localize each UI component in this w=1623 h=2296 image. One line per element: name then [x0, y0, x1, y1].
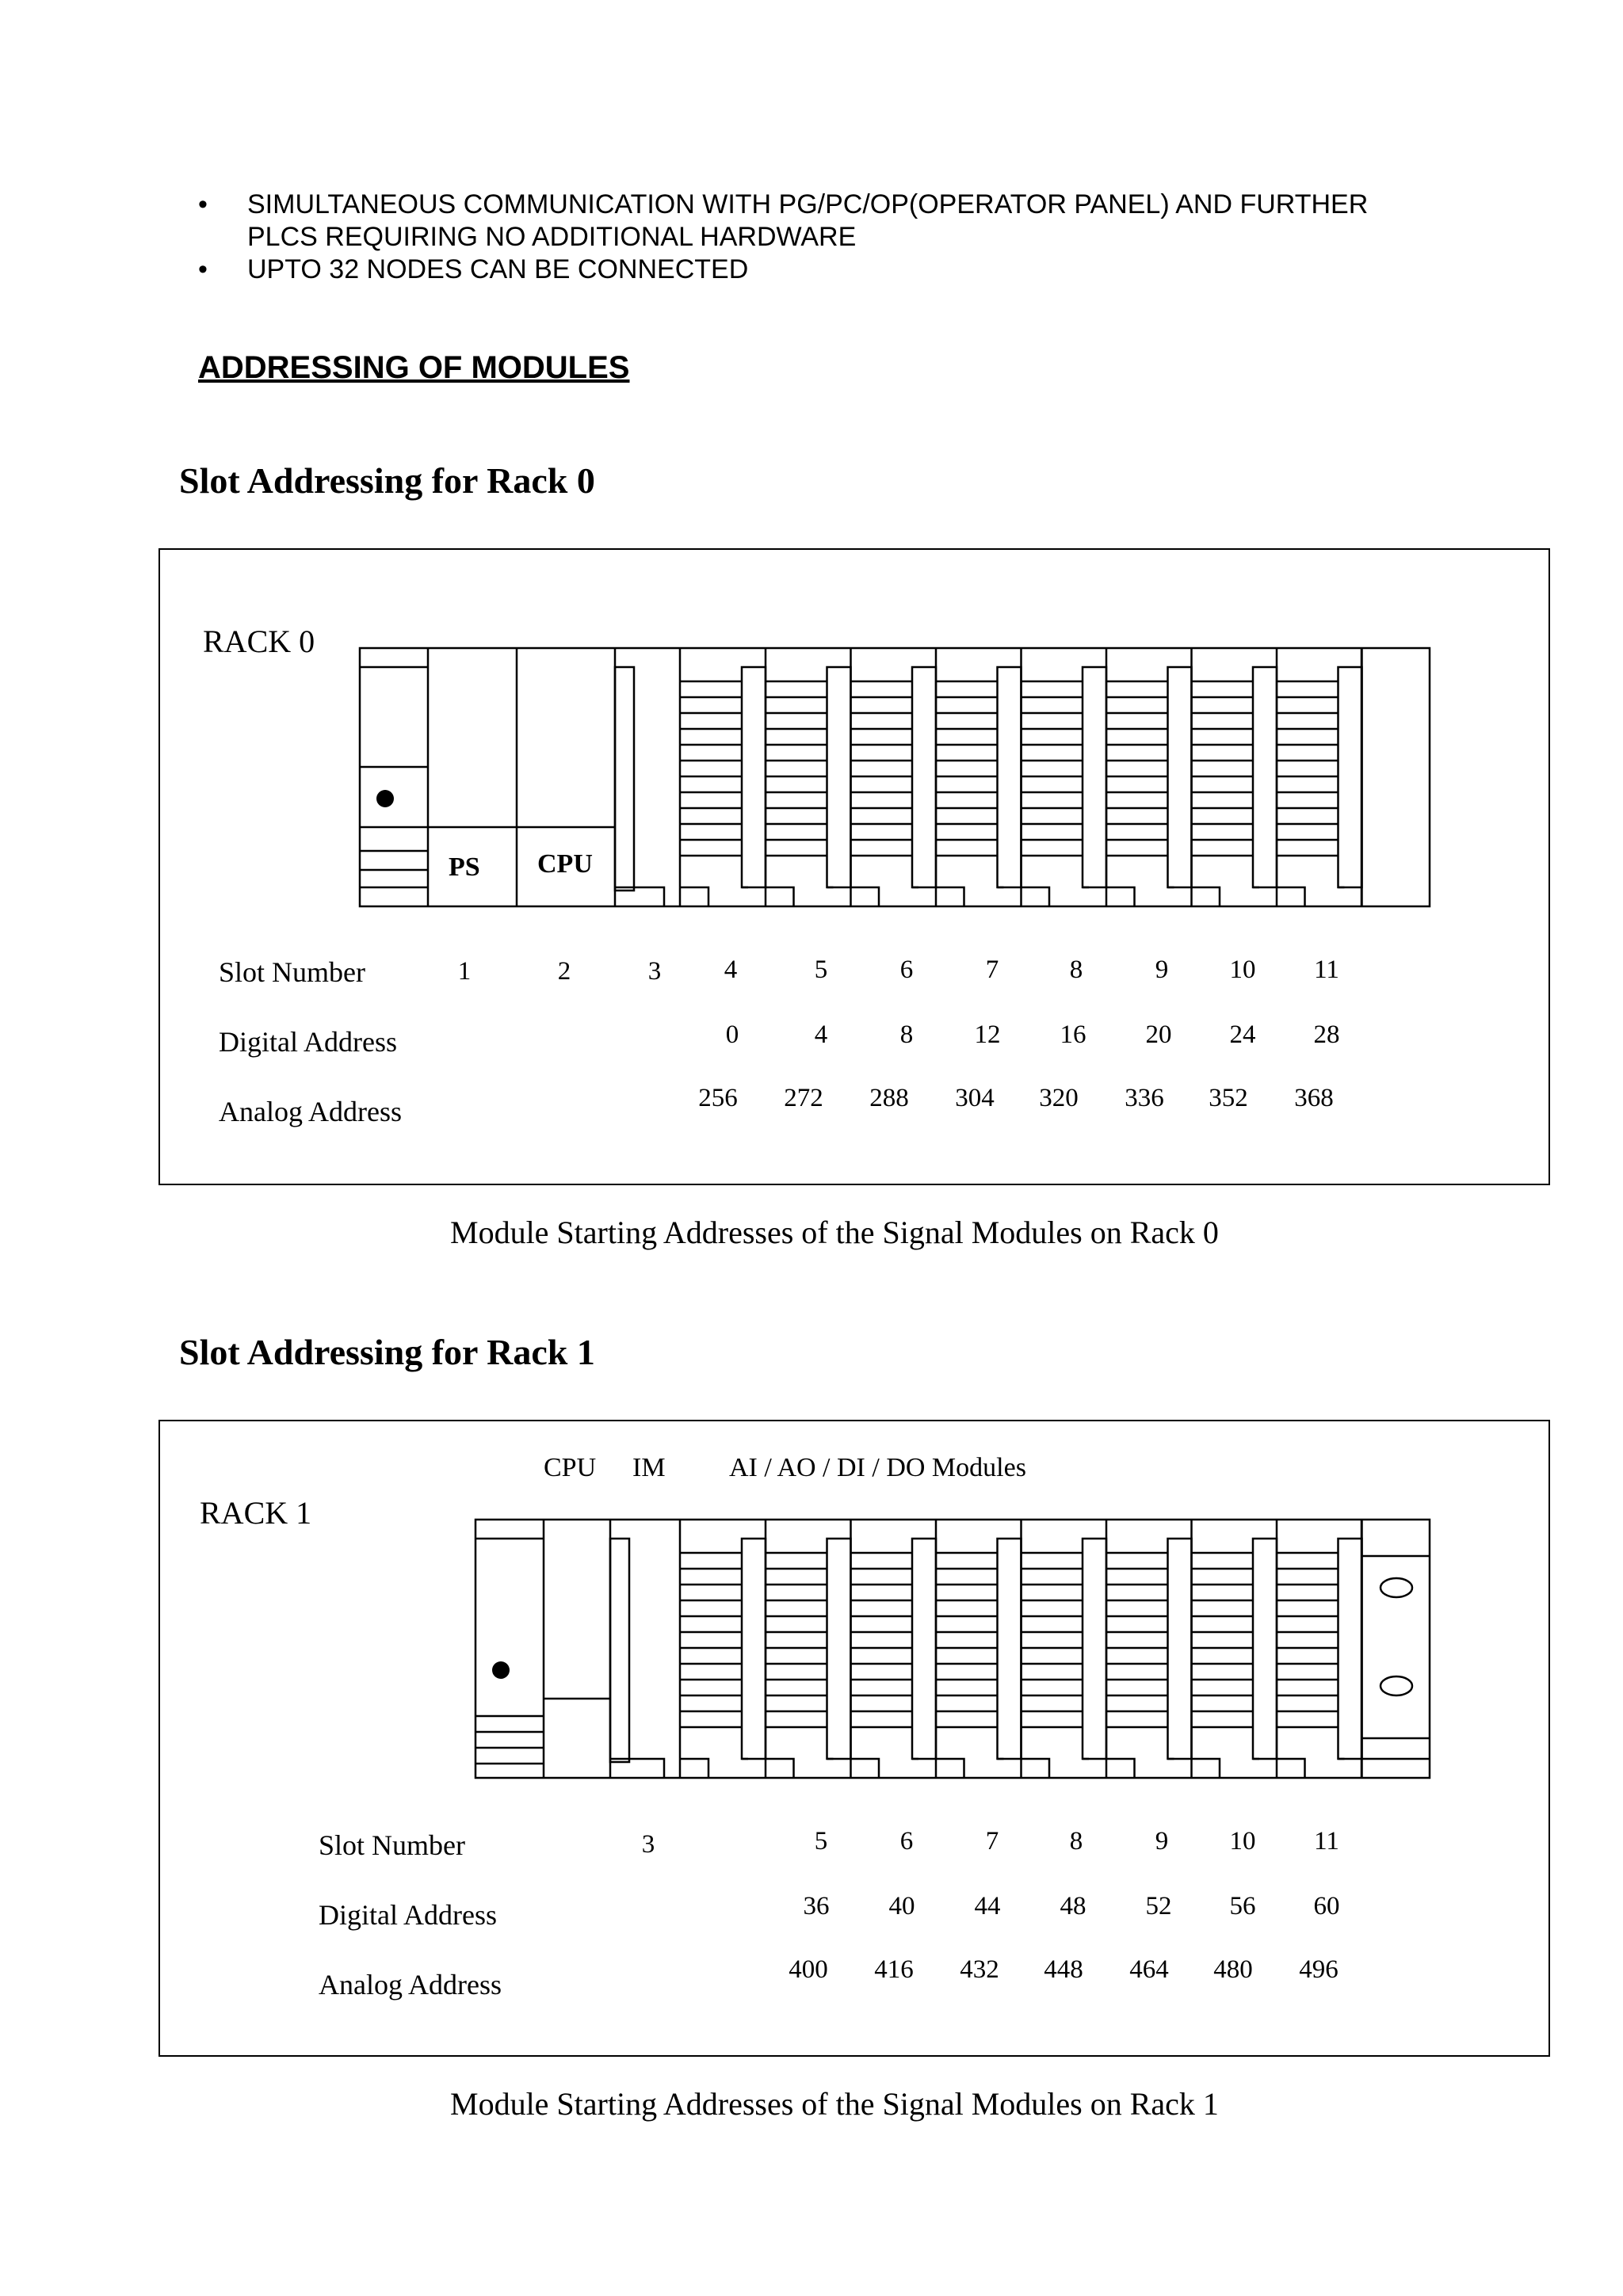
rack0-digital-address: 28 — [1313, 1020, 1340, 1049]
rack1-digital-address: 44 — [974, 1892, 1001, 1920]
rack1-analog-address: 464 — [1129, 1955, 1169, 1984]
rack0-analog-address-label: Analog Address — [219, 1096, 402, 1127]
rack1-im-module — [610, 1520, 680, 1778]
rack0-analog-address: 320 — [1039, 1084, 1079, 1112]
rack1-connector-oval-icon — [1381, 1676, 1412, 1695]
rack1-status-led-icon — [492, 1661, 510, 1679]
rack1-slot-number-label: Slot Number — [319, 1829, 465, 1861]
rack0-digital-address: 20 — [1145, 1020, 1172, 1049]
rack0-slot-number: 3 — [647, 957, 662, 986]
rack1-caption: Module Starting Addresses of the Signal Modules on Rack 1 — [450, 2086, 1219, 2122]
bullet-line: PLCS REQUIRING NO ADDITIONAL HARDWARE — [247, 222, 857, 252]
rack0-analog-address: 368 — [1294, 1084, 1334, 1112]
rack0-digital-address: 16 — [1060, 1020, 1086, 1049]
rack0-slot-number: 1 — [457, 957, 472, 986]
rack1-analog-address: 432 — [960, 1955, 999, 1984]
bullet-item-communication — [198, 189, 1545, 254]
rack1-digital-address: 36 — [803, 1892, 830, 1920]
rack0-caption: Module Starting Addresses of the Signal Modules on Rack 0 — [450, 1215, 1219, 1250]
rack0-analog-address: 336 — [1125, 1084, 1164, 1112]
rack0-signal-module — [1021, 648, 1106, 906]
rack0-slot-number: 8 — [1069, 955, 1083, 984]
rack0-ps-label: PS — [449, 852, 480, 882]
rack1-end-module — [1361, 1520, 1430, 1778]
rack0-analog-address: 352 — [1209, 1084, 1248, 1112]
rack0-signal-module — [1191, 648, 1277, 906]
rack1-slot-number: 9 — [1155, 1827, 1169, 1855]
rack1-signal-module — [1021, 1520, 1106, 1778]
rack0-digital-address: 12 — [974, 1020, 1001, 1049]
bullet-dot-icon: • — [198, 254, 208, 284]
rack1-signal-module — [680, 1520, 766, 1778]
rack1-slot-number: 7 — [985, 1827, 999, 1855]
rack0-analog-address: 288 — [869, 1084, 909, 1112]
rack0-signal-module — [680, 648, 766, 906]
rack1-cpu-top-label: CPU — [544, 1453, 597, 1482]
rack1-digital-address: 52 — [1145, 1892, 1172, 1920]
rack0-label: RACK 0 — [203, 624, 315, 659]
rack1-label: RACK 1 — [200, 1495, 312, 1531]
rack1-im-top-label: IM — [632, 1453, 666, 1482]
rack1-analog-address: 400 — [789, 1955, 828, 1984]
rack1-digital-address: 56 — [1229, 1892, 1256, 1920]
rack0-signal-module — [1277, 648, 1362, 906]
rack0-cpu-label: CPU — [537, 849, 593, 879]
rack0-section-title: Slot Addressing for Rack 0 — [179, 460, 595, 501]
rack1-digital-address: 48 — [1060, 1892, 1086, 1920]
rack1-analog-address: 480 — [1213, 1955, 1253, 1984]
rack1-modules-top-label: AI / AO / DI / DO Modules — [729, 1453, 1026, 1482]
rack0-digital-address: 0 — [725, 1020, 739, 1049]
rack1-signal-module — [850, 1520, 936, 1778]
rack0-diagram — [357, 643, 1434, 913]
rack1-digital-address-label: Digital Address — [319, 1899, 497, 1931]
rack0-signal-modules — [680, 648, 1362, 906]
rack0-slot-number: 7 — [985, 955, 999, 984]
rack0-slot-number-label: Slot Number — [219, 956, 365, 988]
rack0-signal-module — [766, 648, 851, 906]
rack0-signal-module — [936, 648, 1022, 906]
rack0-interface-module — [360, 648, 428, 906]
bullet-item-nodes — [198, 254, 1545, 286]
rack0-signal-module — [1106, 648, 1192, 906]
bullet-line: UPTO 32 NODES CAN BE CONNECTED — [247, 254, 749, 284]
rack1-slot-number: 3 — [641, 1830, 655, 1859]
rack1-analog-address: 496 — [1299, 1955, 1338, 1984]
bullet-dot-icon: • — [198, 189, 208, 219]
rack0-slot-number: 11 — [1314, 955, 1339, 984]
rack1-slot-number: 5 — [814, 1827, 828, 1855]
rack1-signal-modules — [680, 1520, 1362, 1778]
rack0-slot-number: 4 — [724, 955, 738, 984]
rack1-slot-number: 11 — [1314, 1827, 1339, 1855]
rack0-digital-address: 4 — [814, 1020, 828, 1049]
rack1-diagram — [471, 1515, 1434, 1784]
rack1-analog-address: 416 — [874, 1955, 914, 1984]
rack1-signal-module — [1191, 1520, 1277, 1778]
rack0-digital-address: 24 — [1229, 1020, 1256, 1049]
rack0-status-led-icon — [376, 790, 394, 807]
bullet-list — [198, 189, 1545, 286]
rack0-slot-number: 9 — [1155, 955, 1169, 984]
rack1-analog-address: 448 — [1044, 1955, 1083, 1984]
rack0-digital-address-label: Digital Address — [219, 1026, 397, 1058]
rack1-signal-module — [766, 1520, 851, 1778]
rack0-slot3-module — [615, 648, 680, 906]
rack0-slot-number: 2 — [557, 957, 571, 986]
rack0-digital-address: 8 — [899, 1020, 914, 1049]
rack1-digital-address: 60 — [1313, 1892, 1340, 1920]
bullet-line: SIMULTANEOUS COMMUNICATION WITH PG/PC/OP(OPERATOR PANEL) AND FURTHER — [247, 189, 1369, 219]
rack1-digital-address: 40 — [888, 1892, 915, 1920]
rack1-connector-oval-icon — [1381, 1578, 1412, 1597]
rack1-slot-number: 8 — [1069, 1827, 1083, 1855]
rack1-cpu-module — [544, 1520, 610, 1778]
rack1-analog-address-label: Analog Address — [319, 1969, 502, 2000]
rack0-signal-module — [850, 648, 936, 906]
rack1-signal-module — [1106, 1520, 1192, 1778]
rack1-section-title: Slot Addressing for Rack 1 — [179, 1332, 595, 1372]
rack1-signal-module — [1277, 1520, 1362, 1778]
section-heading: ADDRESSING OF MODULES — [198, 350, 630, 385]
rack0-slot-number: 6 — [899, 955, 914, 984]
rack0-analog-address: 272 — [784, 1084, 823, 1112]
rack1-slot-number: 10 — [1229, 1827, 1256, 1855]
rack1-interface-module — [475, 1520, 544, 1778]
rack1-slot-number: 6 — [899, 1827, 914, 1855]
rack0-slot-number: 10 — [1229, 955, 1256, 984]
rack0-slot-number: 5 — [814, 955, 828, 984]
rack0-analog-address: 256 — [698, 1084, 738, 1112]
rack1-signal-module — [936, 1520, 1022, 1778]
rack0-analog-address: 304 — [955, 1084, 995, 1112]
